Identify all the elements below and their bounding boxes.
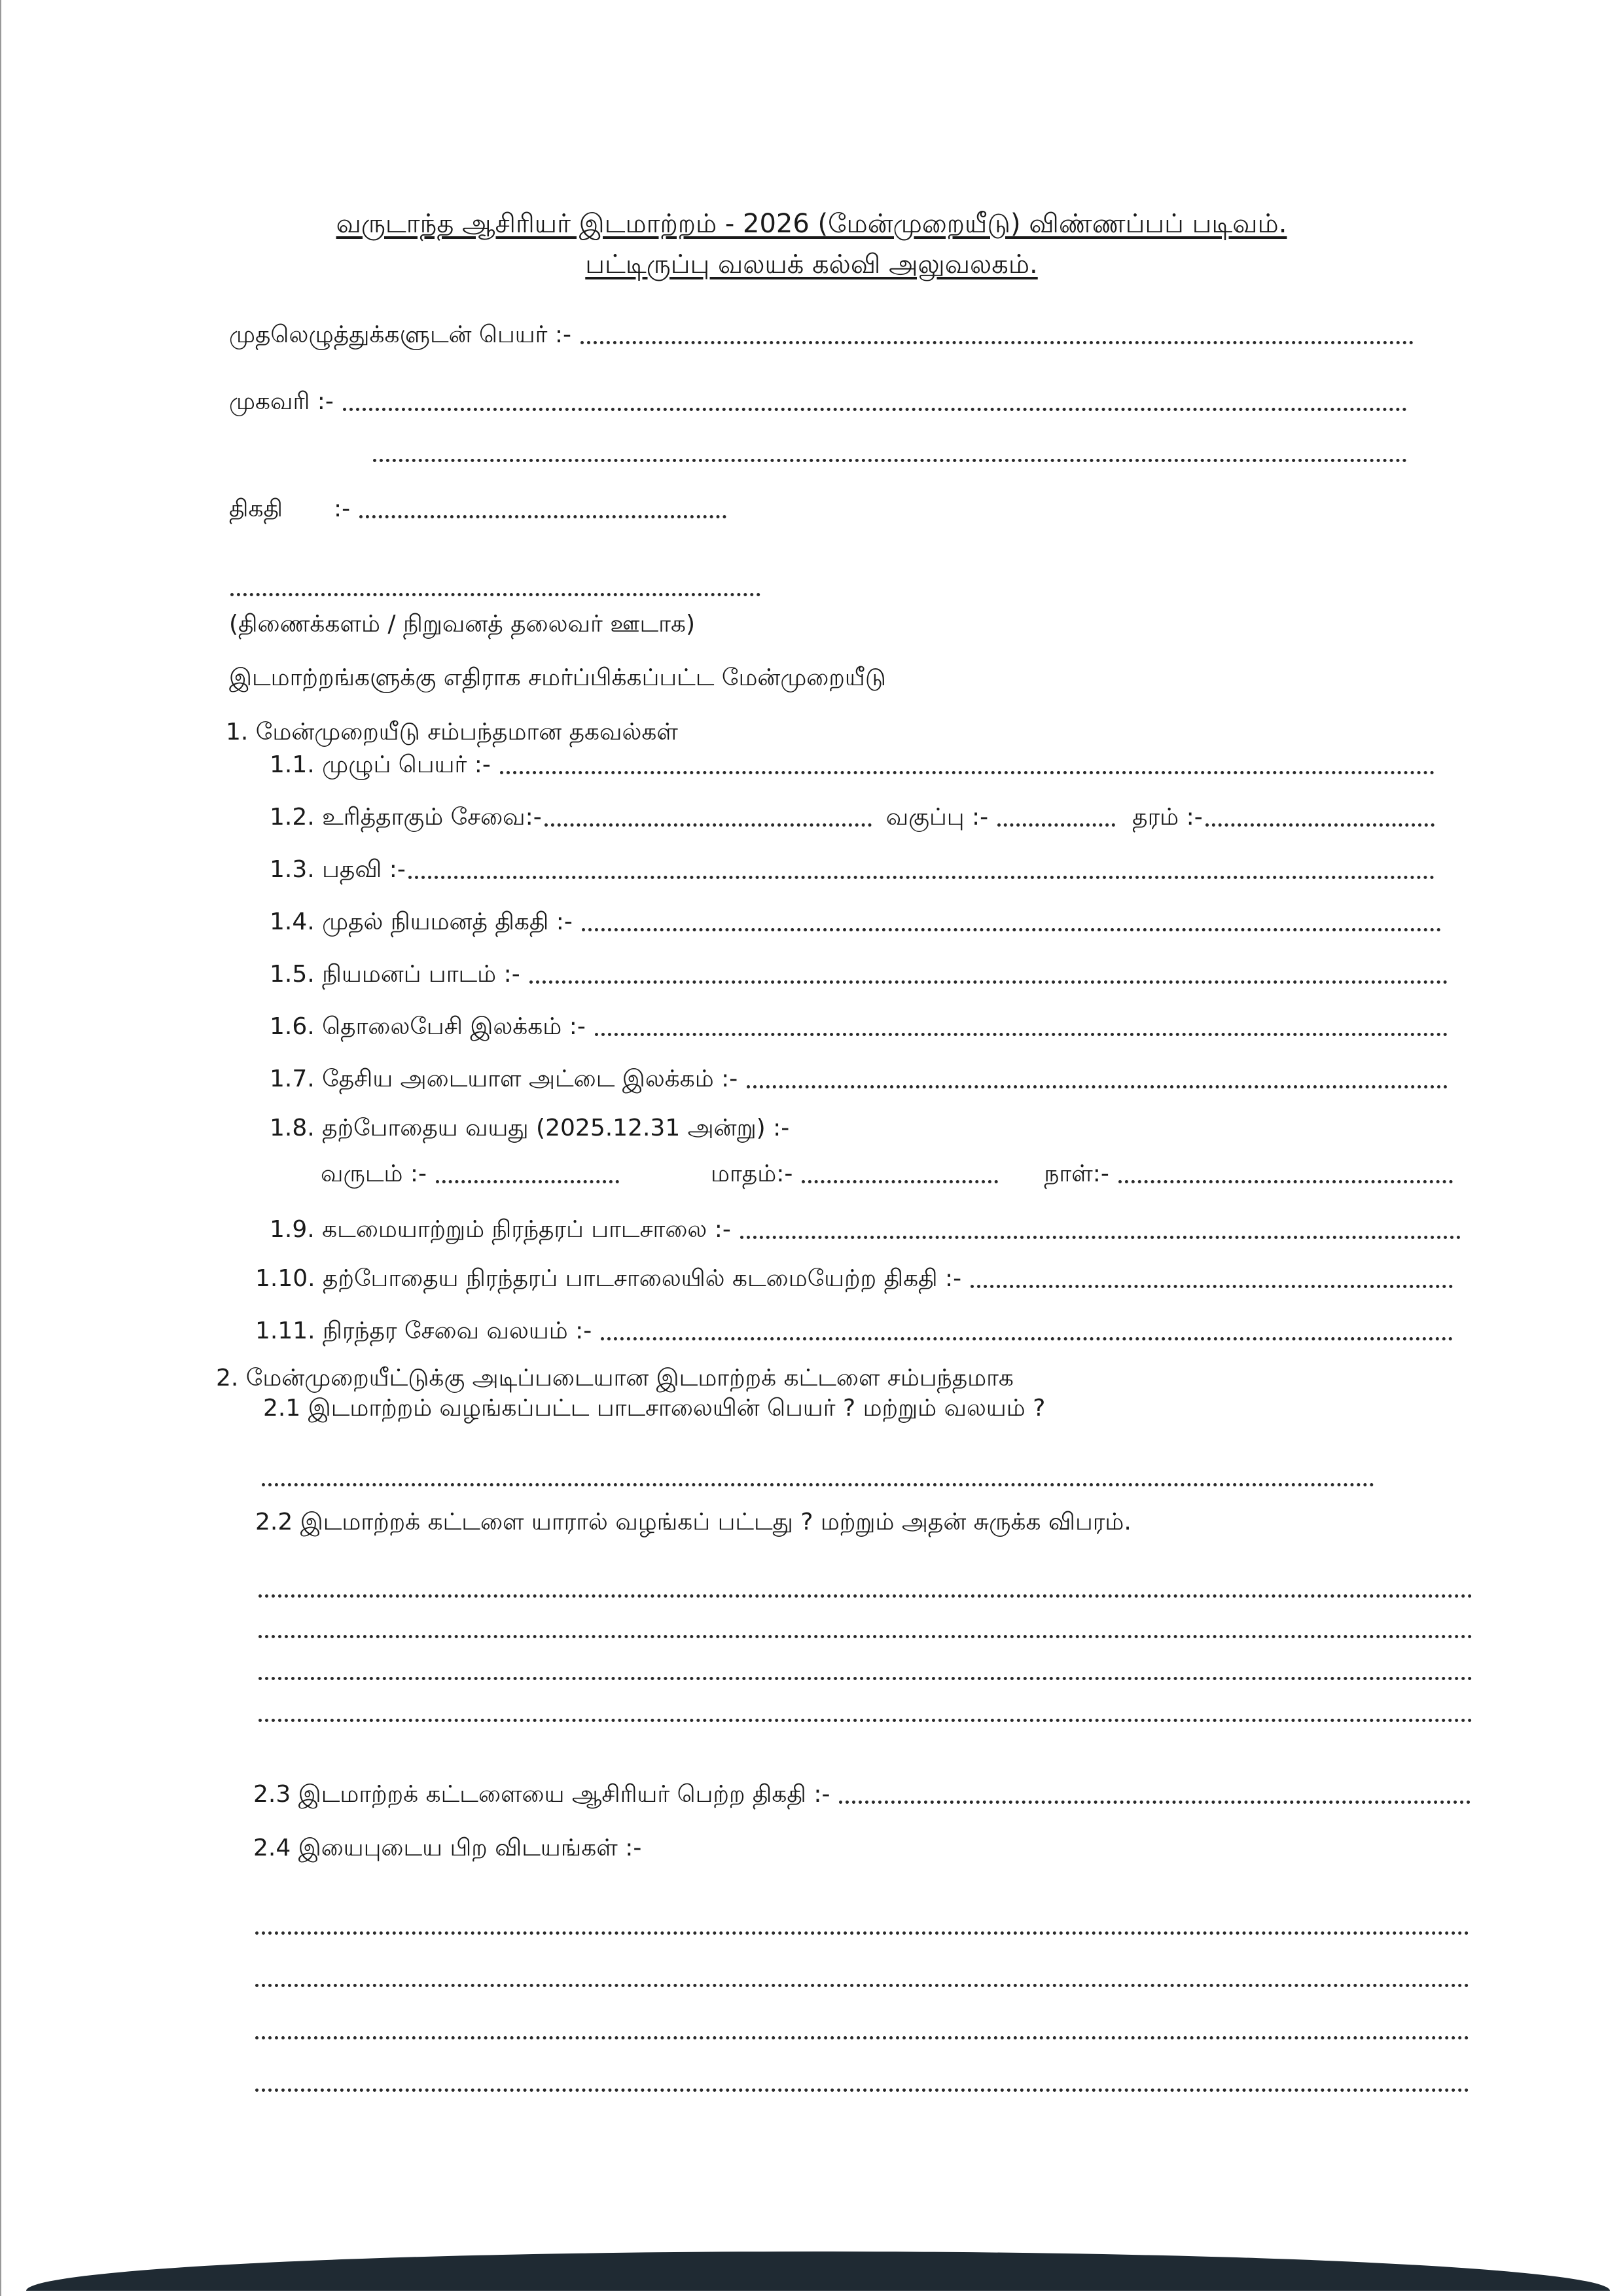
first-appointment-date-input[interactable] [582, 928, 1441, 931]
designation-field[interactable] [270, 854, 1435, 886]
permanent-zone-label: 1.11. நிரந்தர சேவை வலயம் :- [255, 1318, 592, 1344]
date-field[interactable] [229, 493, 726, 525]
name-with-initials-input[interactable] [580, 341, 1414, 344]
service-input[interactable] [544, 823, 872, 827]
answer-2-2-line4[interactable] [259, 1715, 1472, 1722]
date-colon: :- [334, 495, 351, 522]
section2-heading: 2. மேன்முறையீட்டுக்கு அடிப்படையான இடமாற்றக் கட்டளை சம்பந்தமாக [216, 1365, 1014, 1391]
service-class-grade-field[interactable] [270, 802, 1435, 833]
office-name: பட்டிருப்பு வலயக் கல்வி அலுவலகம். [585, 249, 1038, 279]
answer-2-4-line1[interactable] [255, 1928, 1469, 1935]
section1-heading: 1. மேன்முறையீடு சம்பந்தமான தகவல்கள் [226, 719, 678, 745]
joined-date-label: 1.10. தற்போதைய நிரந்தரப் பாடசாலையில் கடமையேற்ற திகதி :- [255, 1265, 962, 1292]
order-received-date-input[interactable] [839, 1801, 1471, 1804]
appointment-subject-input[interactable] [529, 980, 1448, 984]
first-appointment-date-label: 1.4. முதல் நியமனத் திகதி :- [270, 908, 573, 935]
full-name-label: 1.1. முழுப் பெயர் :- [270, 751, 491, 778]
permanent-school-input[interactable] [740, 1236, 1461, 1239]
joined-date-field[interactable] [255, 1263, 1453, 1295]
scan-left-edge [0, 0, 1, 2296]
permanent-zone-input[interactable] [601, 1337, 1453, 1340]
answer-2-2-line3[interactable] [259, 1673, 1472, 1680]
question-2-3: 2.3 இடமாற்றக் கட்டளையை ஆசிரியர் பெற்ற திகதி :- [253, 1781, 830, 1808]
permanent-school-label: 1.9. கடமையாற்றும் நிரந்தரப் பாடசாலை :- [270, 1216, 731, 1243]
full-name-input[interactable] [500, 771, 1435, 774]
phone-number-field[interactable] [270, 1011, 1448, 1043]
address-label: முகவரி :- [229, 388, 334, 415]
class-label: வகுப்பு :- [885, 804, 989, 831]
nic-number-field[interactable] [270, 1064, 1448, 1095]
scanner-edge-shadow [26, 2251, 1610, 2291]
first-appointment-date-field[interactable] [270, 906, 1441, 938]
question-2-2: 2.2 இடமாற்றக் கட்டளை யாரால் வழங்கப் பட்டது ? மற்றும் அதன் சுருக்க விபரம். [255, 1509, 1132, 1535]
days-label: நாள்:- [1044, 1160, 1109, 1187]
full-name-field[interactable] [270, 749, 1435, 781]
answer-2-2-line2[interactable] [259, 1631, 1472, 1638]
service-label: 1.2. உரித்தாகும் சேவை:- [270, 804, 542, 831]
question-2-1: 2.1 இடமாற்றம் வழங்கப்பட்ட பாடசாலையின் பெயர் ? மற்றும் வலயம் ? [263, 1395, 1046, 1422]
nic-number-input[interactable] [747, 1085, 1448, 1088]
class-input[interactable] [997, 823, 1115, 827]
answer-2-4-line2[interactable] [255, 1980, 1469, 1987]
address-field[interactable] [229, 386, 1407, 418]
designation-input[interactable] [408, 876, 1435, 879]
grade-label: தரம் :- [1132, 804, 1203, 831]
nic-number-label: 1.7. தேசிய அடையாள அட்டை இலக்கம் :- [270, 1066, 738, 1092]
grade-input[interactable] [1205, 823, 1435, 827]
signature-line[interactable] [230, 589, 760, 596]
name-with-initials-field[interactable] [229, 319, 1414, 351]
answer-2-2-line1[interactable] [259, 1590, 1472, 1598]
name-with-initials-label: முதலெழுத்துக்களுடன் பெயர் :- [229, 321, 572, 348]
years-input[interactable] [436, 1180, 619, 1183]
order-received-date-field[interactable] [253, 1779, 1471, 1810]
years-label: வருடம் :- [321, 1160, 427, 1187]
permanent-zone-field[interactable] [255, 1316, 1453, 1347]
answer-2-4-line4[interactable] [255, 2085, 1469, 2092]
address-input-line2[interactable] [373, 455, 1407, 462]
appointment-subject-field[interactable] [270, 959, 1448, 990]
months-input[interactable] [802, 1180, 998, 1183]
answer-2-4-line3[interactable] [255, 2032, 1469, 2039]
address-input-line1[interactable] [343, 408, 1407, 411]
date-label: திகதி [229, 495, 283, 522]
phone-number-input[interactable] [595, 1033, 1448, 1036]
appeal-subject: இடமாற்றங்களுக்கு எதிராக சமர்ப்பிக்கப்பட்ட மேன்முறையீடு [229, 664, 886, 691]
age-breakdown-field[interactable] [321, 1158, 1453, 1190]
date-input[interactable] [359, 515, 726, 518]
permanent-school-field[interactable] [270, 1214, 1461, 1246]
form-title: வருடாந்த ஆசிரியர் இடமாற்றம் - 2026 (மேன்முறையீடு) விண்ணப்பப் படிவம். [336, 209, 1287, 239]
joined-date-input[interactable] [971, 1285, 1453, 1288]
question-2-4: 2.4 இயைபுடைய பிற விடயங்கள் :- [253, 1835, 642, 1861]
via-note: (திணைக்களம் / நிறுவனத் தலைவர் ஊடாக) [229, 611, 696, 637]
phone-number-label: 1.6. தொலைபேசி இலக்கம் :- [270, 1013, 586, 1040]
designation-label: 1.3. பதவி :- [270, 856, 406, 883]
answer-2-1-line[interactable] [262, 1479, 1374, 1486]
days-input[interactable] [1118, 1180, 1453, 1183]
months-label: மாதம்:- [711, 1160, 793, 1187]
current-age-label: 1.8. தற்போதைய வயது (2025.12.31 அன்று) :- [270, 1115, 790, 1141]
appointment-subject-label: 1.5. நியமனப் பாடம் :- [270, 961, 520, 988]
